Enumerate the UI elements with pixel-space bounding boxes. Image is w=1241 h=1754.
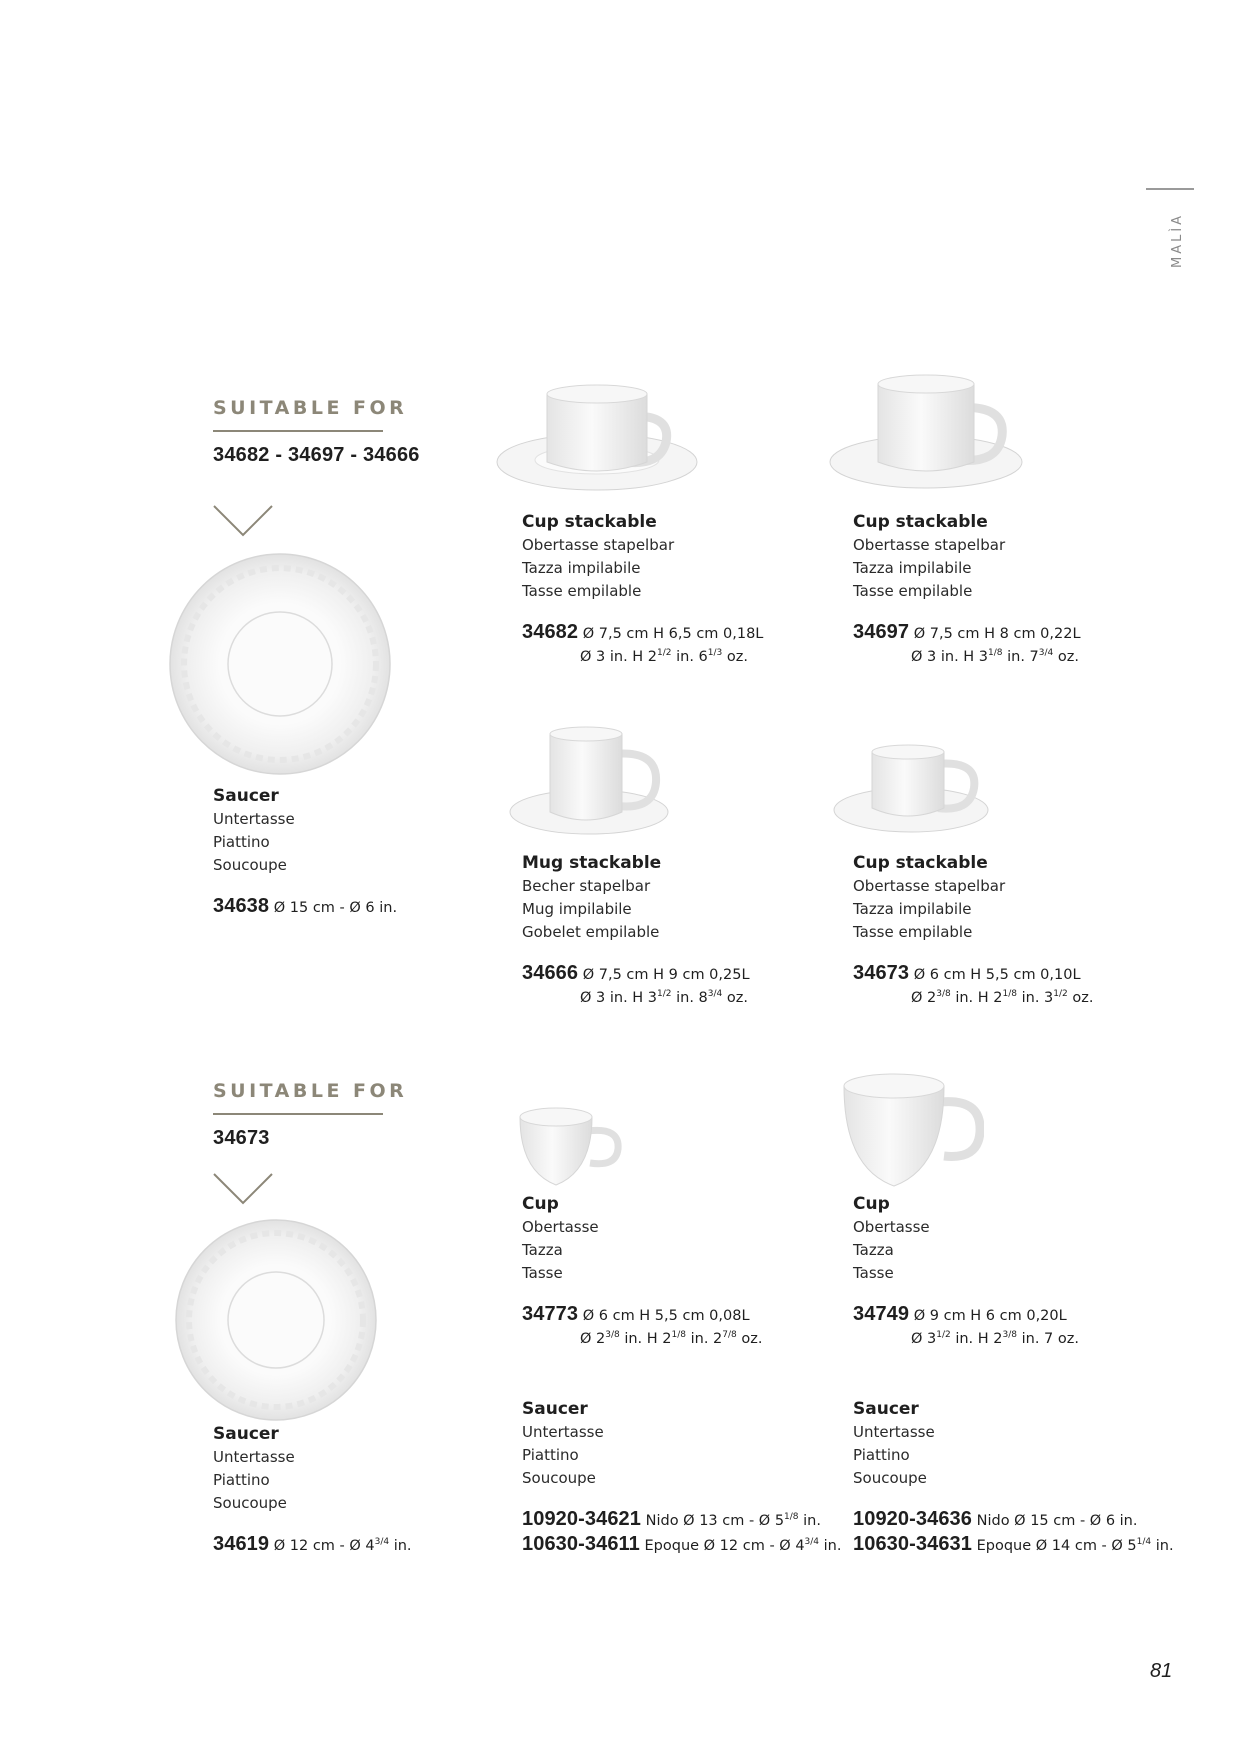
product-name-it: Tazza [853,1241,894,1259]
product-name-it: Piattino [213,833,270,851]
product-name-de: Obertasse [522,1218,599,1236]
suitable-for-label: SUITABLE FOR [213,1080,408,1102]
product-name-it: Piattino [522,1446,579,1464]
product-cup-34697 [853,511,1081,669]
product-spec: Epoque Ø 12 cm - Ø $4^{3/4}$ in. [644,1537,842,1554]
product-code: 34673 [853,962,910,984]
chevron-down-icon [213,505,273,537]
product-cup-34673 [853,852,1093,1010]
product-spec-metric: Ø 6 cm H 5,5 cm 0,10L [913,967,1081,983]
suitable-for-rule [213,430,383,432]
suitable-for-rule [213,1113,383,1115]
product-name-it: Tazza impilabile [853,900,972,918]
product-mug-34666 [522,852,750,1010]
product-spec-imperial: Ø $2^{3/8}$ in. H $2^{1/8}$ in. $2^{7/8}$ oz. [580,1330,763,1347]
product-name-fr: Gobelet empilable [522,923,660,941]
product-title: Cup [522,1194,559,1214]
product-name-de: Untertasse [522,1423,604,1441]
product-spec-metric: Ø 9 cm H 6 cm 0,20L [913,1308,1067,1324]
product-title: Cup stackable [853,853,988,873]
product-name-fr: Soucoupe [853,1469,927,1487]
product-code: 34682 [522,621,579,643]
product-name-de: Obertasse [853,1218,930,1236]
product-name-it: Tazza impilabile [853,559,972,577]
product-name-fr: Soucoupe [522,1469,596,1487]
product-code: 34697 [853,621,910,643]
product-code: 10920-34621 [522,1508,641,1530]
product-spec: Epoque Ø 14 cm - Ø $5^{1/4}$ in. [976,1537,1174,1554]
product-code: 34749 [853,1303,910,1325]
product-name-de: Untertasse [213,810,295,828]
product-spec: Ø 12 cm - Ø $4^{3/4}$ in. [273,1537,412,1554]
product-cup-34749 [853,1193,1079,1351]
mug-image [508,724,670,842]
product-saucer-nido-epoque-small [522,1398,841,1558]
product-saucer-nido-epoque-large [853,1398,1174,1558]
product-spec-metric: Ø 6 cm H 5,5 cm 0,08L [582,1308,750,1324]
product-title: Cup [853,1194,890,1214]
product-cup-34773 [522,1193,762,1351]
product-spec: Nido Ø 15 cm - Ø 6 in. [976,1513,1138,1529]
cup-image [516,1105,622,1189]
product-name-fr: Tasse empilable [522,582,642,600]
product-saucer-34638 [213,785,397,920]
product-code: 10630-34631 [853,1533,972,1555]
product-title: Saucer [213,1424,279,1444]
product-code: 10920-34636 [853,1508,972,1530]
product-spec-imperial: Ø 3 in. H $3^{1/8}$ in. $7^{3/4}$ oz. [911,648,1079,665]
product-name-it: Mug impilabile [522,900,632,918]
product-name-it: Piattino [213,1471,270,1489]
page-number: 81 [1150,1660,1173,1682]
product-name-fr: Tasse empilable [853,923,973,941]
suitable-for-codes: 34682 - 34697 - 34666 [213,444,420,466]
product-code: 34666 [522,962,579,984]
product-name-de: Untertasse [853,1423,935,1441]
brand-name: MALÌA [1170,212,1185,268]
product-name-it: Piattino [853,1446,910,1464]
product-name-de: Obertasse stapelbar [853,536,1006,554]
product-code: 34773 [522,1303,579,1325]
product-spec-imperial: Ø $2^{3/8}$ in. H $2^{1/8}$ in. $3^{1/2}$ oz. [911,989,1094,1006]
product-spec: Nido Ø 13 cm - Ø $5^{1/8}$ in. [645,1512,821,1529]
product-name-de: Untertasse [213,1448,295,1466]
saucer-image [174,1218,378,1422]
product-name-de: Obertasse stapelbar [853,877,1006,895]
suitable-for-label: SUITABLE FOR [213,397,408,419]
product-title: Mug stackable [522,853,662,873]
product-code: 34638 [213,895,270,917]
product-title: Saucer [522,1399,588,1419]
cup-image [832,742,990,838]
brand-divider [1146,188,1194,190]
product-name-de: Obertasse stapelbar [522,536,675,554]
product-name-fr: Tasse [522,1264,563,1282]
saucer-image [168,552,392,776]
cup-image [840,1072,984,1192]
product-name-it: Tazza impilabile [522,559,641,577]
product-code: 34619 [213,1533,270,1555]
cup-image [828,372,1024,500]
product-spec-imperial: Ø 3 in. H $2^{1/2}$ in. $6^{1/3}$ oz. [580,648,748,665]
product-title: Cup stackable [522,512,657,532]
suitable-for-codes: 34673 [213,1127,270,1149]
product-spec-imperial: Ø $3^{1/2}$ in. H $2^{3/8}$ in. 7 oz. [911,1330,1079,1347]
product-name-it: Tazza [522,1241,563,1259]
product-spec-metric: Ø 7,5 cm H 9 cm 0,25L [582,967,750,983]
product-saucer-34619 [213,1423,412,1558]
product-spec-metric: Ø 7,5 cm H 6,5 cm 0,18L [582,626,764,642]
product-title: Saucer [213,786,279,806]
product-title: Saucer [853,1399,919,1419]
chevron-down-icon [213,1173,273,1205]
product-title: Cup stackable [853,512,988,532]
cup-image [494,382,700,502]
product-name-fr: Tasse [853,1264,894,1282]
product-spec-imperial: Ø 3 in. H $3^{1/2}$ in. $8^{3/4}$ oz. [580,989,748,1006]
product-name-fr: Soucoupe [213,856,287,874]
product-name-de: Becher stapelbar [522,877,651,895]
product-name-fr: Soucoupe [213,1494,287,1512]
product-name-fr: Tasse empilable [853,582,973,600]
product-spec-metric: Ø 7,5 cm H 8 cm 0,22L [913,626,1081,642]
product-spec: Ø 15 cm - Ø 6 in. [273,900,398,916]
product-code: 10630-34611 [522,1533,640,1555]
product-cup-34682 [522,511,763,669]
